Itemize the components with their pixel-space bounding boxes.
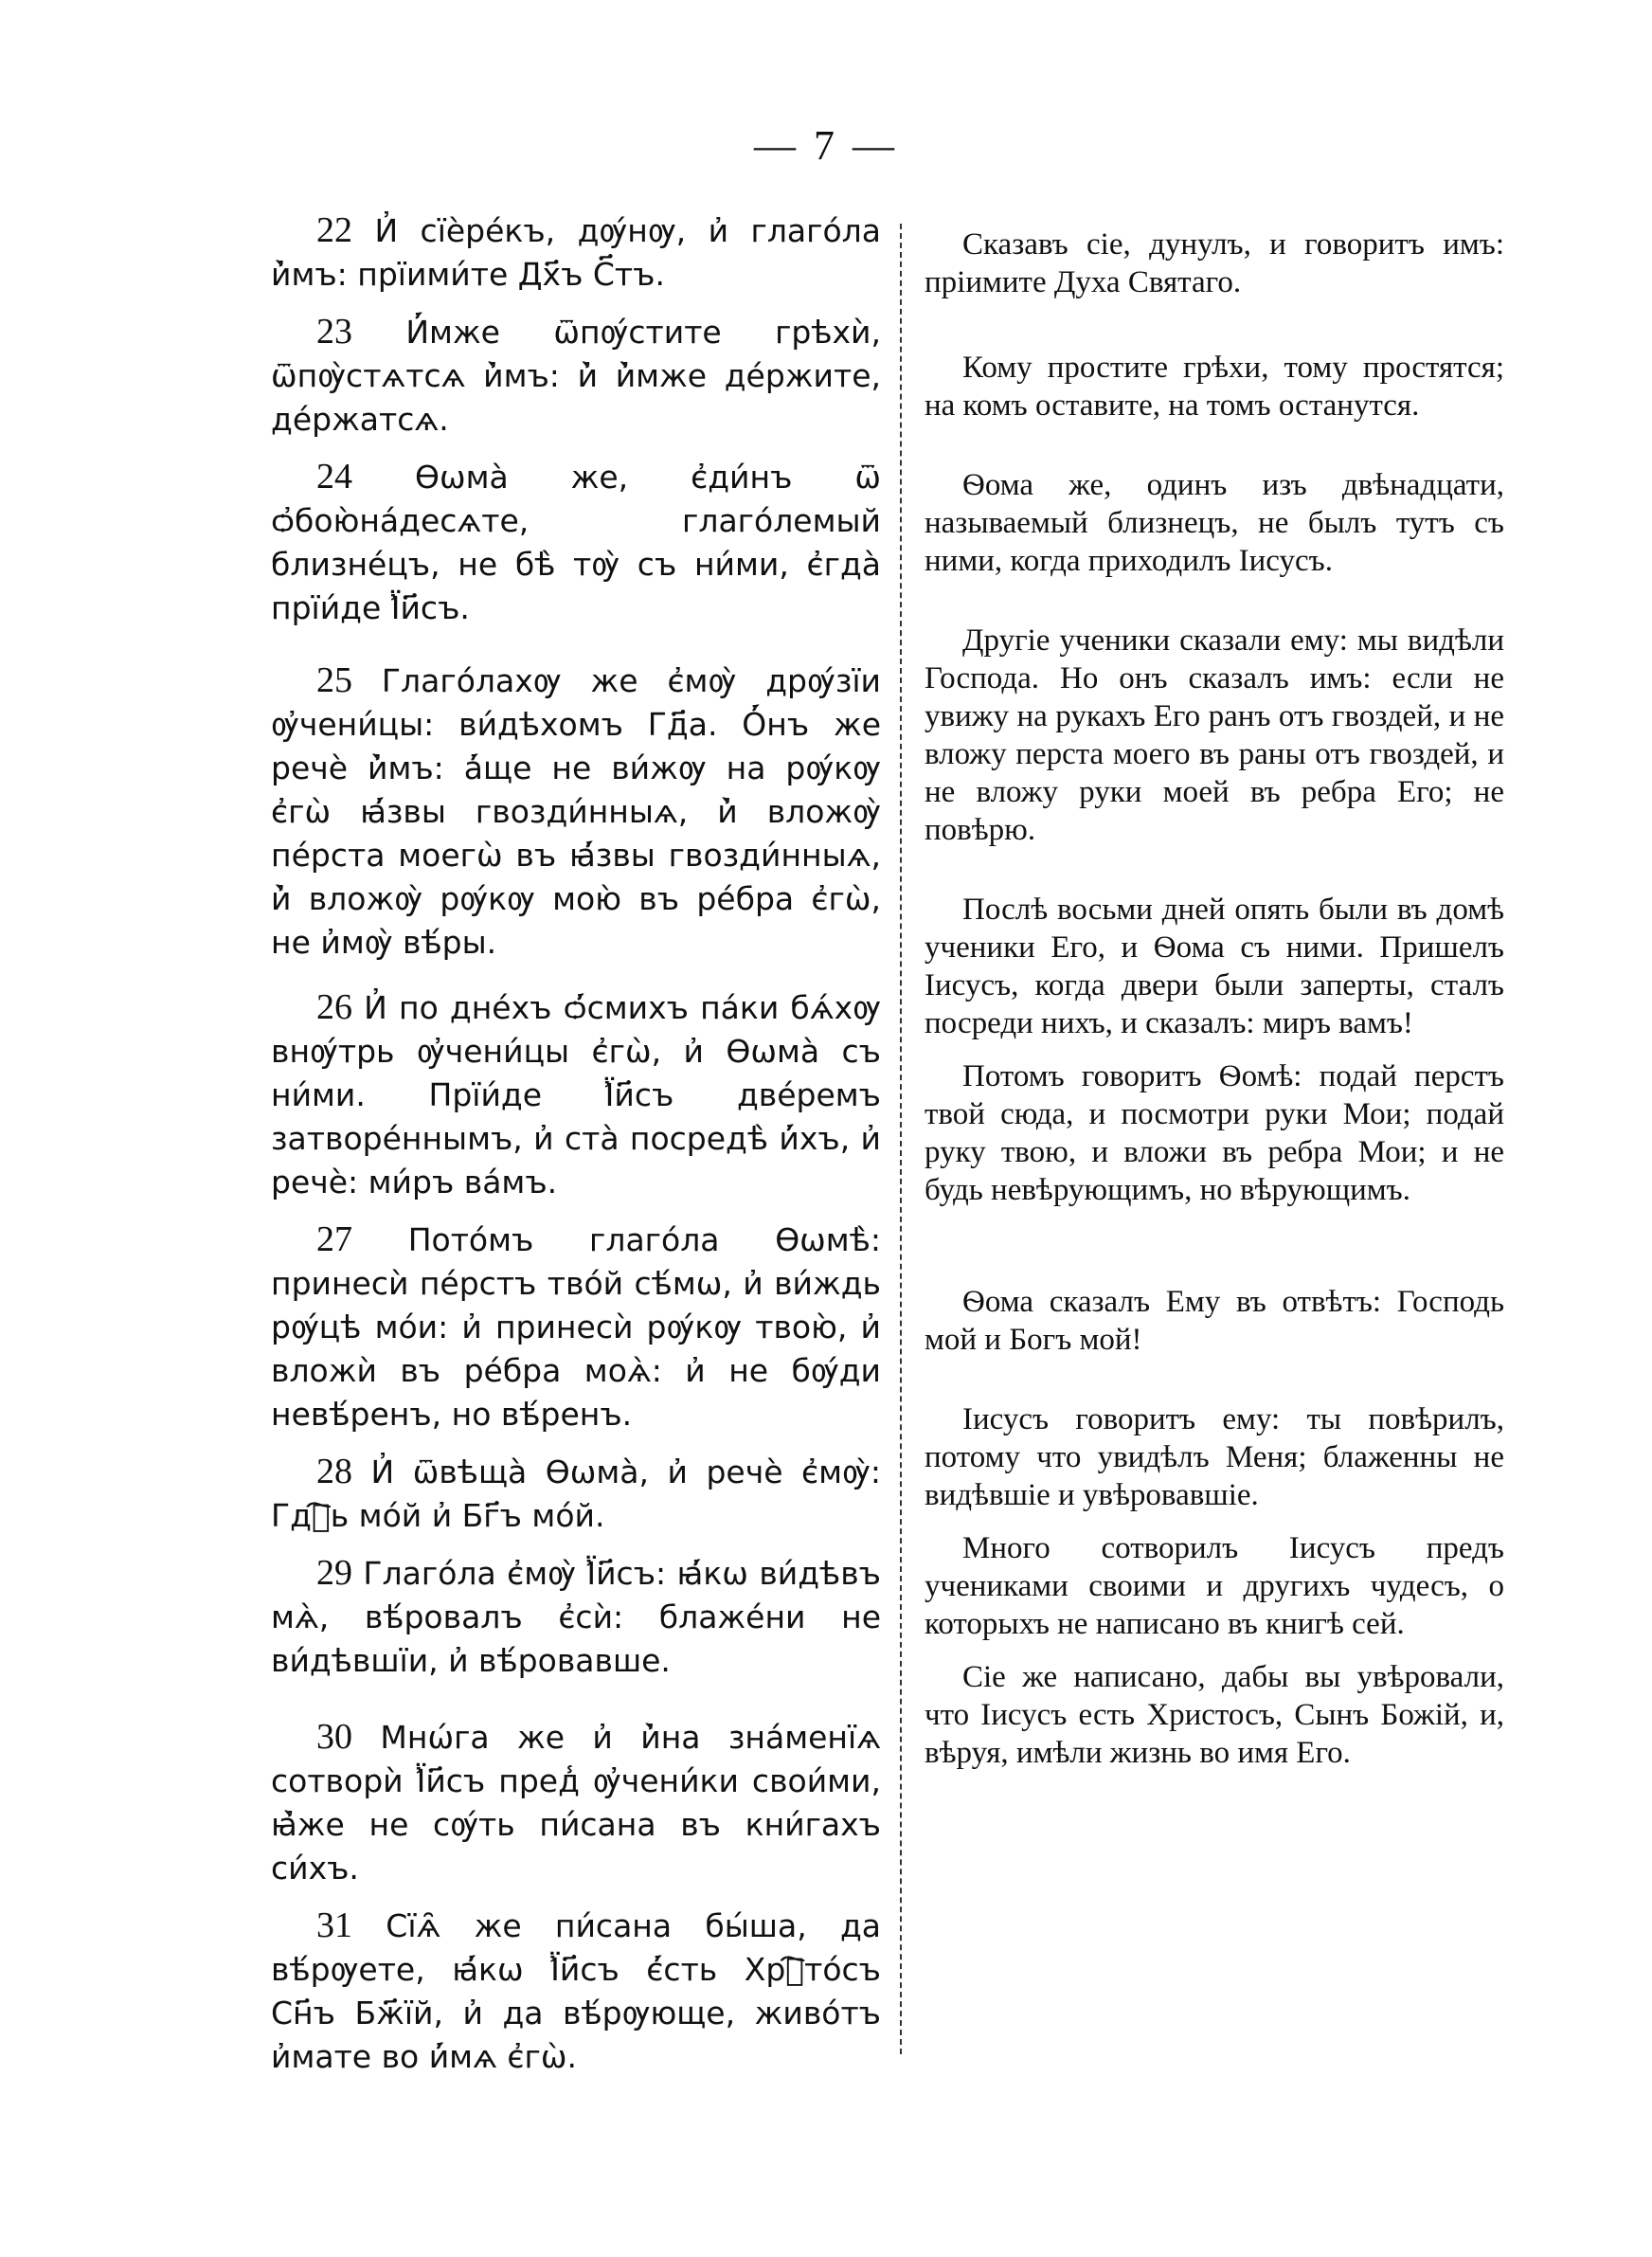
verse-number: 24 <box>316 457 352 497</box>
russian-column <box>925 226 1504 1772</box>
slavonic-verse-24 <box>271 455 881 630</box>
verse-text: Сїѧ̑ же пи́сана бы́ша, да вѣ́рѹете, ꙗ҆́кѡ Ї҆и҃съ є҆́сть Хрⷭ҇то́съ Сн҃ъ Бж҃їй, и҆ да вѣ́рѹюще, живо́тъ и҆мате во и҆́мѧ є҆гѡ̀. <box>271 1907 881 2075</box>
slavonic-verse-27 <box>271 1218 881 1436</box>
verse-text: И҆ сїѐре́къ, дѹ́нѹ, и҆ глаго́ла и҆̀мъ: прїими́те Дх҃ъ С҃тъ. <box>271 212 881 293</box>
russian-verse-25: Другіе ученики сказали ему: мы видѣли Господа. Но онъ сказалъ имъ: если не увижу на рукахъ Его ранъ отъ гвоздей, и не вложу перста моего въ раны отъ гвоздей, и не вложу руки моей въ ребра Его; не повѣрю. <box>925 623 1504 847</box>
russian-verse-22: Сказавъ сіе, дунулъ, и говоритъ имъ: пріимите Духа Святаго. <box>925 227 1504 299</box>
verse-text: И҆ ѿвѣща̀ Ѳѡма̀, и҆ речѐ є҆мѹ̀: Гдⷭ҇ь мо́й и҆ Бг҃ъ мо́й. <box>271 1454 881 1534</box>
verse-number: 31 <box>316 1905 352 1945</box>
slavonic-column <box>271 208 881 2092</box>
russian-verse-30: Много сотворилъ Іисусъ предъ учениками своими и другихъ чудесъ, о которыхъ не написано въ книгѣ сей. <box>925 1531 1504 1641</box>
verse-text: Мнѡ́га же и҆ и҆̀на зна́менїѧ сотворѝ Ї҆и҃съ пред̾ ѹ҆чени́ки свои́ми, ꙗ҆̀же не сѹ́ть пи́сана въ кни́гахъ си́хъ. <box>271 1719 881 1887</box>
russian-verse-24: Ѳома же, одинъ изъ двѣнадцати, называемый близнецъ, не былъ тутъ съ ними, когда приходилъ Іисусъ. <box>925 468 1504 578</box>
slavonic-verse-23 <box>271 310 881 442</box>
slavonic-verse-29 <box>271 1551 881 1683</box>
slavonic-verse-30 <box>271 1715 881 1890</box>
russian-verse-23: Кому простите грѣхи, тому простятся; на комъ оставите, на томъ останутся. <box>925 351 1504 423</box>
verse-text: И҆ по дне́хъ ѻ҆́смихъ па́ки бѧ́хѹ внѹ́трь ѹ҆чени́цы є҆гѡ̀, и҆ Ѳѡма̀ съ ни́ми. Прїи́де Ї҆и҃съ две́ремъ затворе́ннымъ, и҆ ста̀ посредѣ̀ и҆́хъ, и҆ речѐ: ми́ръ ва́мъ. <box>271 989 881 1201</box>
slavonic-verse-28 <box>271 1450 881 1538</box>
verse-text: Глаго́лахѹ же є҆мѹ̀ дрѹ́зїи ѹ҆чени́цы: ви́дѣхомъ Гд҃а. О҆́нъ же речѐ и҆̀мъ: а҆́ще не ви́жѹ на рѹ́кѹ є҆гѡ̀ ꙗ҆́звы гвозди́нныѧ, и҆̀ вложѹ̀ пе́рста моегѡ̀ въ ꙗ҆́звы гвозди́нныѧ, и҆̀ вложѹ̀ рѹ́кѹ мою̀ въ ре́бра є҆гѡ̀, не и҆мѹ̀ вѣ́ры. <box>271 662 881 961</box>
russian-verse-28: Ѳома сказалъ Ему въ отвѣтъ: Господь мой и Богъ мой! <box>925 1285 1504 1357</box>
verse-number: 30 <box>316 1717 352 1757</box>
verse-text: И҆́мже ѿпѹ́стите грѣхѝ, ѿпѹ̀стѧтсѧ и҆̀мъ: и҆̀ и҆̀мже де́ржите, де́ржатсѧ. <box>271 314 881 438</box>
slavonic-verse-26 <box>271 985 881 1204</box>
verse-number: 27 <box>316 1219 352 1259</box>
verse-number: 22 <box>316 210 352 250</box>
russian-verse-26: Послѣ восьми дней опять были въ домѣ ученики Его, и Ѳома съ ними. Пришелъ Іисусъ, когда двери были заперты, сталъ посреди нихъ, и сказалъ: миръ вамъ! <box>925 893 1504 1040</box>
verse-text: Глаго́ла є҆мѹ̀ Ї҆и҃съ: ꙗ҆́кѡ ви́дѣвъ мѧ̀, вѣ́ровалъ є҆сѝ: блаже́ни не ви́дѣвшїи, и҆ вѣ́ровавше. <box>271 1555 881 1679</box>
verse-number: 26 <box>316 987 352 1027</box>
russian-verse-27: Потомъ говоритъ Ѳомѣ: подай перстъ твой сюда, и посмотри руки Мои; подай руку твою, и вложи въ ребра Мои; и не будь невѣрующимъ, но вѣрующимъ. <box>925 1059 1504 1207</box>
slavonic-verse-22 <box>271 208 881 297</box>
verse-number: 23 <box>316 312 352 352</box>
verse-number: 28 <box>316 1452 352 1491</box>
slavonic-verse-31 <box>271 1904 881 2079</box>
verse-number: 25 <box>316 660 352 700</box>
column-divider <box>900 224 902 2054</box>
slavonic-verse-25 <box>271 659 881 965</box>
russian-verse-31: Сіе же написано, дабы вы увѣровали, что Іисусъ есть Христосъ, Сынъ Божій, и, вѣруя, имѣли жизнь во имя Его. <box>925 1660 1504 1770</box>
page-number: — 7 — <box>754 122 898 169</box>
verse-text: Пото́мъ глаго́ла Ѳѡмѣ̀: принесѝ пе́рстъ тво́й сѣ́мѡ, и҆ ви́ждь рѹ́цѣ мо́и: и҆ принесѝ рѹ́кѹ твою̀, и҆ вложѝ въ ре́бра моѧ̀: и҆ не бѹ́ди невѣ́ренъ, но вѣ́ренъ. <box>271 1221 881 1433</box>
verse-text: Ѳѡма̀ же, є҆ди́нъ ѿ ѻ҆бою̀на́десѧте, глаго́лемый близне́цъ, не бѣ̀ тѹ̀ съ ни́ми, є҆гда̀ прїи́де Ї҆и҃съ. <box>271 459 881 626</box>
verse-number: 29 <box>316 1553 352 1593</box>
russian-verse-29: Іисусъ говоритъ ему: ты повѣрилъ, потому что увидѣлъ Меня; блаженны не видѣвшіе и увѣровавшіе. <box>925 1402 1504 1512</box>
